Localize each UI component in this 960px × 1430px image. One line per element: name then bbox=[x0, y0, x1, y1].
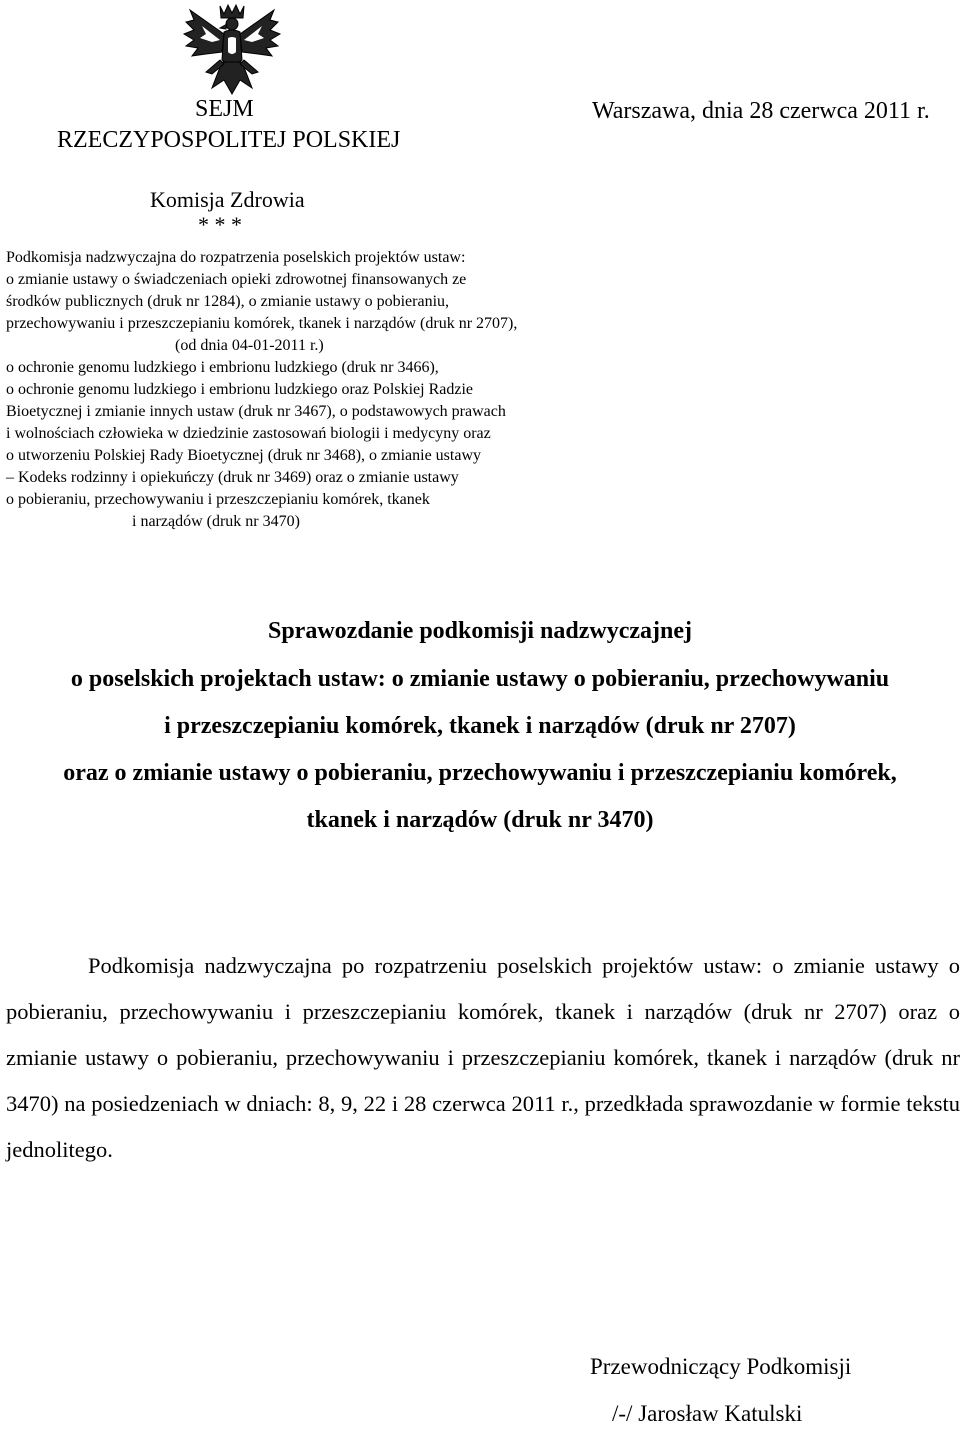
eagle-emblem-icon bbox=[182, 2, 282, 98]
subcommittee-line: (od dnia 04-01-2011 r.) bbox=[175, 337, 324, 354]
report-title-line: o poselskich projektach ustaw: o zmianie ustawy o pobieraniu, przechowywaniu bbox=[70, 666, 890, 692]
subcommittee-line: środków publicznych (druk nr 1284), o zmianie ustawy o pobieraniu, bbox=[6, 293, 450, 310]
subcommittee-line: przechowywaniu i przeszczepianiu komórek, tkanek i narządów (druk nr 2707), bbox=[6, 315, 518, 332]
report-body-paragraph bbox=[6, 943, 960, 1173]
report-body-text: Podkomisja nadzwyczajna po rozpatrzeniu poselskich projektów ustaw: o zmianie ustawy o pobieraniu, przechowywaniu i przeszczepianiu komórek, tkanek i narządów (druk nr 2707) oraz o zmianie ustawy o pobieraniu, przechowywaniu i przeszczepianiu komórek, tkanek i narządów (druk nr 3470) na posiedzeniach w dniach: 8, 9, 22 i 28 czerwca 2011 r., przedkłada sprawozdanie w formie tekstu jednolitego. bbox=[6, 953, 960, 1162]
subcommittee-line: o ochronie genomu ludzkiego i embrionu ludzkiego (druk nr 3466), bbox=[6, 359, 439, 376]
signature-name: /-/ Jarosław Katulski bbox=[612, 1401, 803, 1426]
signature-title: Przewodniczący Podkomisji bbox=[590, 1354, 852, 1379]
subcommittee-line: o zmianie ustawy o świadczeniach opieki zdrowotnej finansowanych ze bbox=[6, 271, 467, 288]
place-and-date: Warszawa, dnia 28 czerwca 2011 r. bbox=[592, 98, 930, 124]
committee-name: Komisja Zdrowia bbox=[150, 187, 305, 212]
report-title-line: oraz o zmianie ustawy o pobieraniu, przechowywaniu i przeszczepianiu komórek, bbox=[63, 760, 897, 786]
chamber-name-line1: SEJM bbox=[195, 96, 254, 122]
report-title-line: Sprawozdanie podkomisji nadzwyczajnej bbox=[267, 618, 693, 644]
report-title-line: i przeszczepianiu komórek, tkanek i narządów (druk nr 2707) bbox=[164, 713, 796, 739]
subcommittee-line: o pobieraniu, przechowywaniu i przeszczepianiu komórek, tkanek bbox=[6, 491, 430, 508]
subcommittee-line: Bioetycznej i zmianie innych ustaw (druk nr 3467), o podstawowych prawach bbox=[6, 403, 506, 420]
report-title-line: tkanek i narządów (druk nr 3470) bbox=[306, 807, 654, 833]
subcommittee-line: Podkomisja nadzwyczajna do rozpatrzenia poselskich projektów ustaw: bbox=[6, 249, 466, 266]
subcommittee-line: – Kodeks rodzinny i opiekuńczy (druk nr 3469) oraz o zmianie ustawy bbox=[6, 469, 459, 486]
subcommittee-line: o ochronie genomu ludzkiego i embrionu ludzkiego oraz Polskiej Radzie bbox=[6, 381, 473, 398]
subcommittee-line: o utworzeniu Polskiej Rady Bioetycznej (druk nr 3468), o zmianie ustawy bbox=[6, 447, 482, 464]
subcommittee-line: i narządów (druk nr 3470) bbox=[132, 513, 300, 530]
subcommittee-line: i wolnościach człowieka w dziedzinie zastosowań biologii i medycyny oraz bbox=[6, 425, 491, 442]
chamber-name-line2: RZECZYPOSPOLITEJ POLSKIEJ bbox=[57, 127, 401, 153]
section-separator: * * * bbox=[198, 212, 242, 237]
